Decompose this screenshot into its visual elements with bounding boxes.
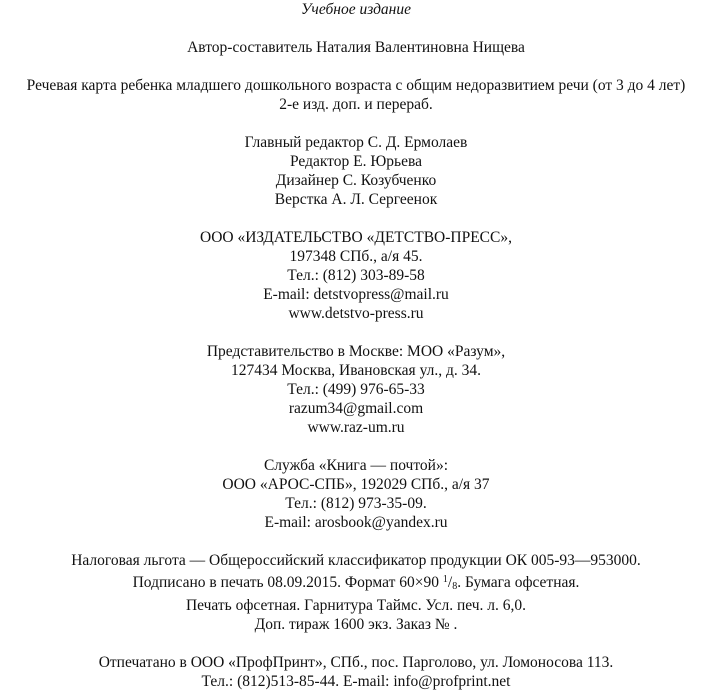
tax-exemption: Налоговая льгота — Общероссийский классификатор продукции ОК 005-93—953000. bbox=[71, 552, 641, 569]
spacer bbox=[0, 114, 712, 133]
edition-line: 2-е изд. доп. и перераб. bbox=[279, 96, 433, 113]
spacer bbox=[0, 532, 712, 551]
publisher-block bbox=[0, 228, 712, 323]
printing-details: Печать офсетная. Гарнитура Таймс. Усл. печ. л. 6,0. bbox=[185, 597, 527, 614]
publisher-name: ООО «ИЗДАТЕЛЬСТВО «ДЕТСТВО-ПРЕСС», bbox=[200, 229, 512, 246]
signed-for-print: Подписано в печать 08.09.2015. Формат 60×90 $^1$/8. Бумага офсетная. bbox=[132, 574, 580, 592]
spacer bbox=[0, 19, 712, 38]
print-run: Доп. тираж 1600 экз. Заказ № . bbox=[254, 616, 458, 633]
moscow-block bbox=[0, 342, 712, 437]
spacer bbox=[0, 437, 712, 456]
publisher-phone: Тел.: (812) 303-89-58 bbox=[287, 267, 425, 284]
spacer bbox=[0, 634, 712, 653]
print-info-block bbox=[0, 551, 712, 634]
book-title: Речевая карта ребенка младшего дошкольного возраста с общим недоразвитием речи (от 3 до 4 лет) bbox=[26, 77, 686, 94]
moscow-email: razum34@gmail.com bbox=[288, 400, 424, 417]
moscow-website: www.raz-um.ru bbox=[307, 419, 405, 436]
format-fraction-numerator: 1 bbox=[442, 574, 448, 585]
signed-suffix: . Бумага офсетная. bbox=[457, 574, 580, 591]
publisher-email: E-mail: detstvopress@mail.ru bbox=[263, 286, 449, 303]
printer-name: Отпечатано в ООО «ПрофПринт», СПб., пос. Парголово, ул. Ломоносова 113. bbox=[98, 654, 614, 671]
signed-prefix: Подписано в печать 08.09.2015. Формат 60×90 bbox=[132, 574, 439, 591]
mail-order-title: Служба «Книга — почтой»: bbox=[263, 457, 449, 474]
moscow-office: Представительство в Москве: МОО «Разум», bbox=[206, 343, 506, 360]
format-fraction-denominator: 8 bbox=[452, 581, 458, 592]
spacer bbox=[0, 323, 712, 342]
spacer bbox=[0, 57, 712, 76]
publisher-address: 197348 СПб., а/я 45. bbox=[289, 248, 423, 265]
printer-block bbox=[0, 653, 712, 691]
publisher-website: www.detstvo-press.ru bbox=[288, 305, 424, 322]
printer-contacts: Тел.: (812)513-85-44. E-mail: info@profprint.net bbox=[201, 673, 511, 690]
designer: Дизайнер С. Козубченко bbox=[275, 172, 437, 189]
author-line: Автор-составитель Наталия Валентиновна Нищева bbox=[187, 39, 525, 56]
mail-order-email: E-mail: arosbook@yandex.ru bbox=[264, 514, 448, 531]
edition-type: Учебное издание bbox=[301, 1, 411, 18]
mail-order-company: ООО «АРОС-СПБ», 192029 СПб., а/я 37 bbox=[222, 476, 490, 493]
spacer bbox=[0, 209, 712, 228]
moscow-phone: Тел.: (499) 976-65-33 bbox=[287, 381, 425, 398]
editor: Редактор Е. Юрьева bbox=[290, 153, 422, 170]
mail-order-block bbox=[0, 456, 712, 532]
chief-editor: Главный редактор С. Д. Ермолаев bbox=[244, 134, 468, 151]
mail-order-phone: Тел.: (812) 973-35-09. bbox=[285, 495, 427, 512]
staff-block bbox=[0, 133, 712, 209]
moscow-address: 127434 Москва, Ивановская ул., д. 34. bbox=[230, 362, 482, 379]
layout-artist: Верстка А. Л. Сергеенок bbox=[274, 191, 438, 208]
